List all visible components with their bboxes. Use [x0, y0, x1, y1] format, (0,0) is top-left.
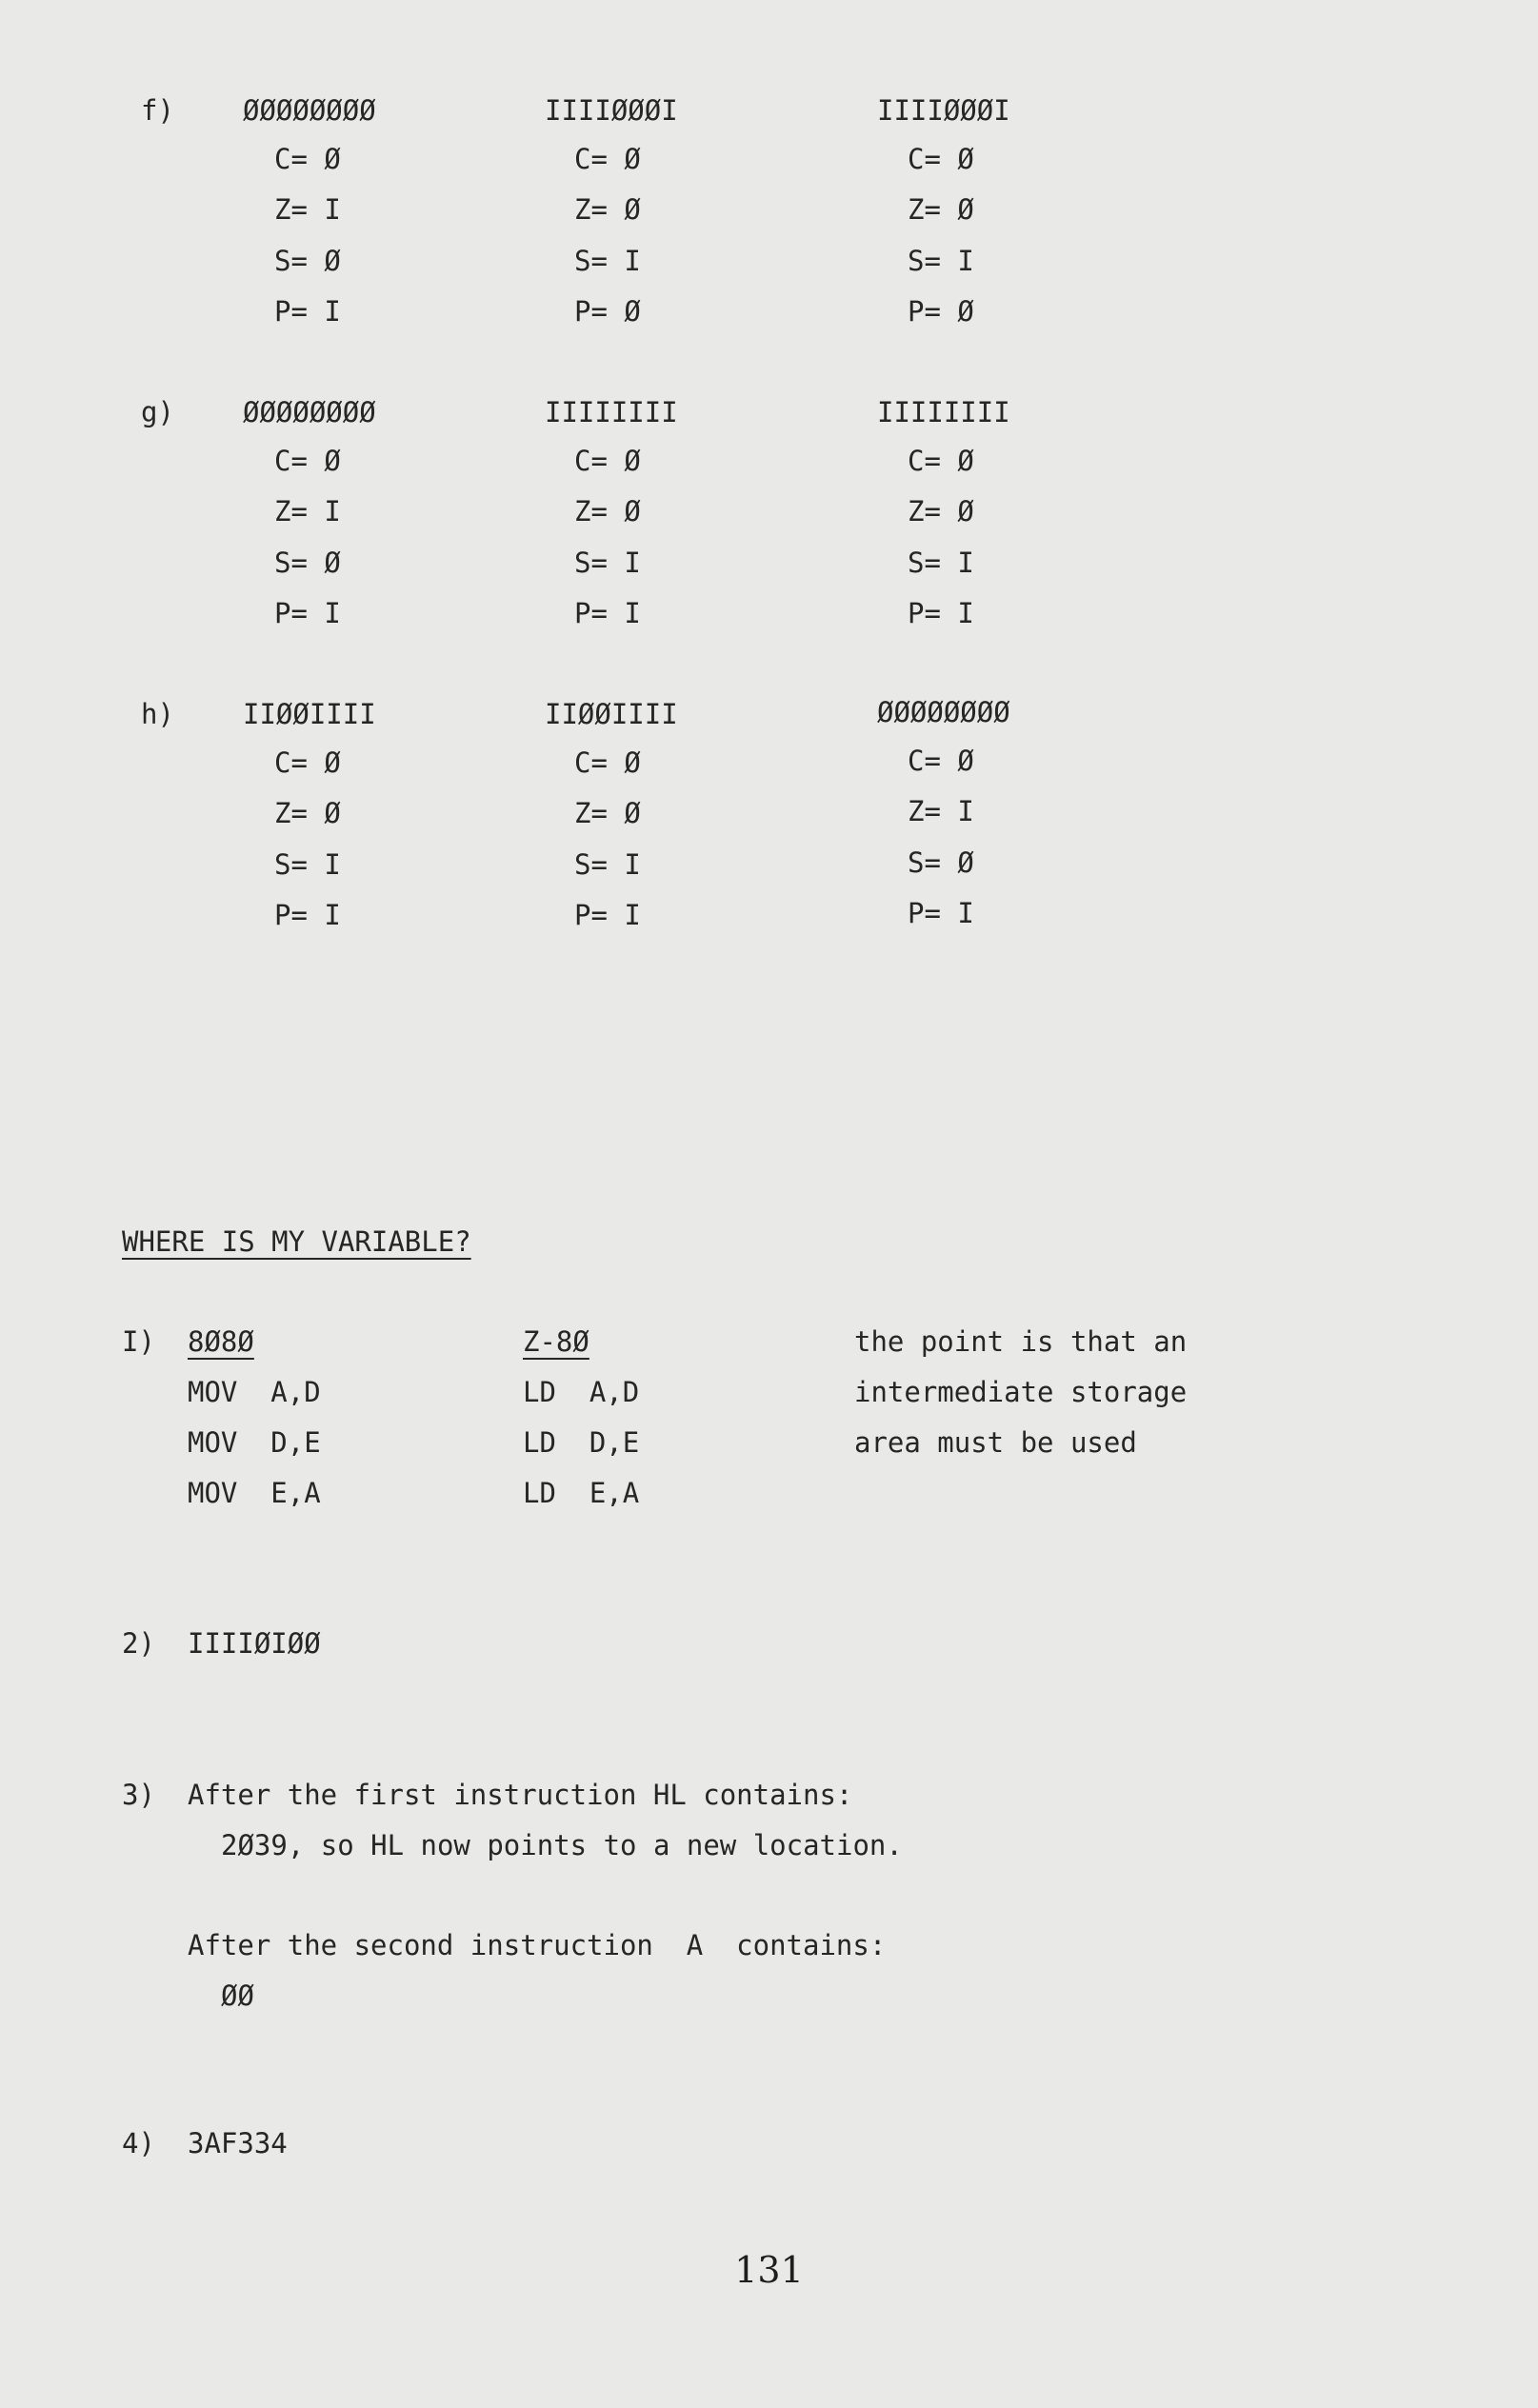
binary-value: ØØØØØØØØ	[243, 94, 376, 127]
binary-value: IIIIIIII	[877, 396, 1010, 428]
flag-c: C= Ø	[274, 746, 341, 779]
answer-line: After the second instruction A contains:	[188, 1929, 887, 1961]
flag-s: S= I	[574, 245, 641, 277]
flag-c: C= Ø	[908, 745, 974, 777]
flag-z: Z= I	[274, 495, 341, 527]
section-label: h)	[141, 698, 174, 730]
question-label: 2)	[122, 1627, 155, 1660]
flag-c: C= Ø	[574, 445, 641, 477]
code-line: LD E,A	[523, 1477, 640, 1509]
binary-value: IIIIØØØI	[877, 94, 1010, 127]
flag-s: S= Ø	[274, 547, 341, 579]
code-line: MOV A,D	[188, 1376, 321, 1408]
section-heading: WHERE IS MY VARIABLE?	[122, 1225, 471, 1258]
flag-p: P= I	[274, 597, 341, 629]
flag-p: P= Ø	[908, 295, 974, 328]
flag-p: P= I	[274, 295, 341, 328]
flag-p: P= I	[908, 597, 974, 629]
binary-value: IIIIIIII	[545, 396, 678, 428]
flag-p: P= I	[274, 899, 341, 931]
flag-c: C= Ø	[908, 143, 974, 175]
flag-s: S= Ø	[274, 245, 341, 277]
flag-s: S= I	[274, 848, 341, 881]
flag-z: Z= I	[908, 795, 974, 827]
flag-s: S= I	[574, 547, 641, 579]
binary-value: ØØØØØØØØ	[243, 396, 376, 428]
flag-s: S= Ø	[908, 846, 974, 879]
code-line: LD D,E	[523, 1426, 640, 1459]
page-number: 131	[734, 2249, 804, 2291]
answer: IIIIØIØØ	[188, 1627, 321, 1660]
flag-c: C= Ø	[574, 143, 641, 175]
answer-line: 2Ø39, so HL now points to a new location.	[221, 1829, 903, 1861]
answer-line: After the first instruction HL contains:	[188, 1779, 853, 1811]
note-line: intermediate storage	[854, 1376, 1188, 1408]
note-line: area must be used	[854, 1426, 1137, 1459]
question-label: 3)	[122, 1779, 155, 1811]
question-label: I)	[122, 1325, 155, 1358]
flag-s: S= I	[908, 245, 974, 277]
flag-s: S= I	[574, 848, 641, 881]
note-line: the point is that an	[854, 1325, 1188, 1358]
flag-z: Z= Ø	[274, 797, 341, 829]
flag-p: P= I	[574, 597, 641, 629]
section-label: g)	[141, 396, 174, 428]
code-line: MOV E,A	[188, 1477, 321, 1509]
answer: 3AF334	[188, 2127, 288, 2159]
flag-c: C= Ø	[574, 746, 641, 779]
flag-p: P= I	[908, 897, 974, 929]
binary-value: IIØØIIII	[545, 698, 678, 730]
flag-p: P= Ø	[574, 295, 641, 328]
binary-value: IIØØIIII	[243, 698, 376, 730]
flag-z: Z= Ø	[574, 495, 641, 527]
flag-c: C= Ø	[274, 143, 341, 175]
flag-c: C= Ø	[908, 445, 974, 477]
column-header-z80: Z-8Ø	[523, 1325, 589, 1358]
flag-z: Z= Ø	[908, 495, 974, 527]
code-line: MOV D,E	[188, 1426, 321, 1459]
section-label: f)	[141, 94, 174, 127]
question-label: 4)	[122, 2127, 155, 2159]
answer-line: ØØ	[221, 1980, 254, 2012]
flag-z: Z= Ø	[574, 193, 641, 226]
flag-z: Z= Ø	[908, 193, 974, 226]
flag-s: S= I	[908, 547, 974, 579]
code-line: LD A,D	[523, 1376, 640, 1408]
flag-c: C= Ø	[274, 445, 341, 477]
binary-value: IIIIØØØI	[545, 94, 678, 127]
column-header-8080: 8Ø8Ø	[188, 1325, 254, 1358]
binary-value: ØØØØØØØØ	[877, 696, 1010, 728]
flag-z: Z= Ø	[574, 797, 641, 829]
flag-p: P= I	[574, 899, 641, 931]
flag-z: Z= I	[274, 193, 341, 226]
